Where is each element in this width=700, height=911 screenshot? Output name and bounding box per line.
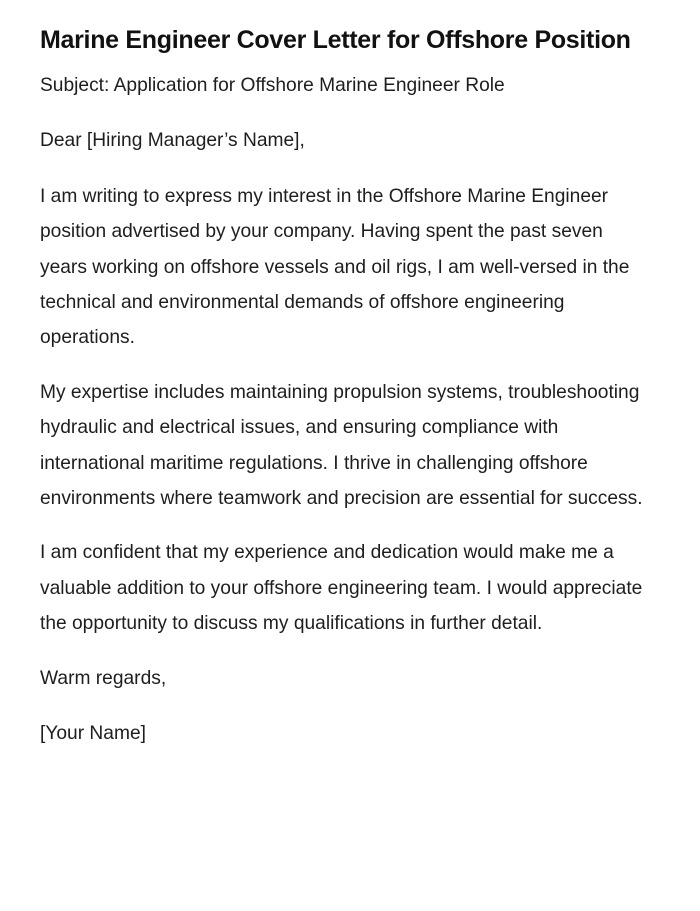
letter-salutation: Dear [Hiring Manager’s Name], (40, 130, 305, 152)
letter-closing: Warm regards, (40, 667, 167, 689)
letter-paragraph-expertise: My expertise includes maintaining propulsion systems, troubleshooting hydraulic and electrical issues, and ensuring compliance with international maritime regulations. I thrive in challenging offshore environments where teamwork and precision are essential for success. (40, 381, 643, 510)
cover-letter (40, 18, 644, 772)
letter-paragraph-closing: I am confident that my experience and dedication would make me a valuable addition to your offshore engineering team. I would appreciate the opportunity to discuss my qualifications in further detail. (40, 542, 643, 635)
letter-signature: [Your Name] (40, 723, 146, 745)
letter-subject: Subject: Application for Offshore Marine Engineer Role (40, 75, 505, 96)
letter-title: Marine Engineer Cover Letter for Offshore Position (40, 26, 631, 54)
letter-paragraph-intro: I am writing to express my interest in the Offshore Marine Engineer position advertised by your company. Having spent the past seven years working on offshore vessels and oil rigs, I am well-versed in the technical and environmental demands of offshore engineering operations. (40, 185, 630, 349)
